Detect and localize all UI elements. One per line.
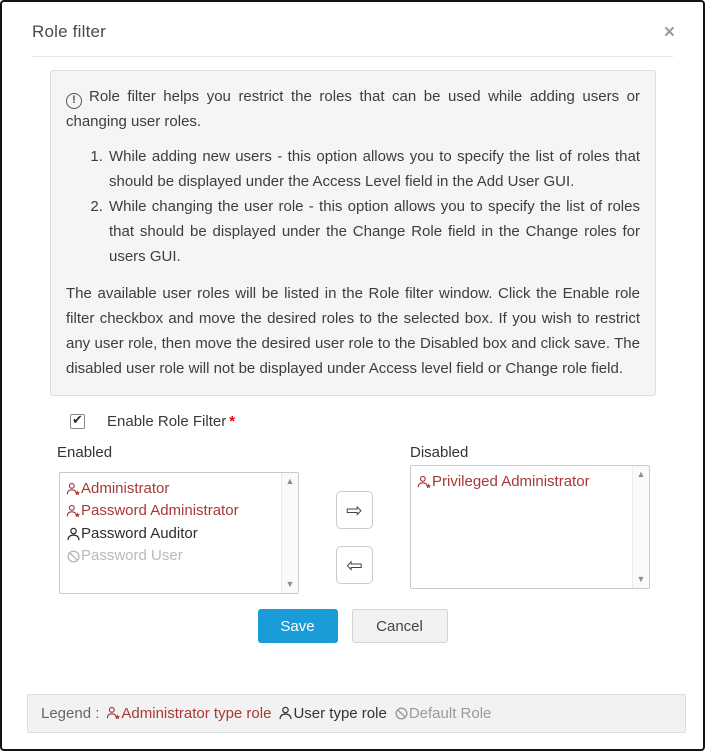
scroll-up-icon[interactable]: ▲ xyxy=(636,469,646,479)
page-title: Role filter xyxy=(32,22,107,41)
role-transfer-section xyxy=(57,444,703,594)
enabled-listbox[interactable] xyxy=(59,472,299,594)
legend-label: Administrator type role xyxy=(121,705,272,722)
info-list xyxy=(66,144,640,269)
enabled-list-scrollbar[interactable] xyxy=(281,473,298,593)
checkmark-icon: ✔ xyxy=(72,412,83,427)
admin-role-icon xyxy=(106,706,121,721)
move-to-disabled-button[interactable] xyxy=(336,491,373,529)
legend-admin-entry xyxy=(106,705,271,722)
legend-user-entry xyxy=(278,705,386,722)
info-outro: The available user roles will be listed in the Role filter window. Click the Enable role filter checkbox and move the desired roles to the selected box. If you wish to restrict any user role, then move the desired user role to the Disabled box and click save. The disabled user role will not be displayed under Access level field or Change role field. xyxy=(66,285,640,377)
default-role-icon xyxy=(66,549,81,564)
legend-label: User type role xyxy=(293,705,387,722)
info-list-item-1: 1. While adding new users - this option allows you to specify the list of roles that should be displayed under the Access Level field in the Add User GUI. xyxy=(107,144,640,194)
required-marker: * xyxy=(229,413,236,430)
enabled-list-label: Enabled xyxy=(57,444,113,461)
disabled-role-list xyxy=(417,471,627,493)
enable-role-filter-checkbox[interactable] xyxy=(70,414,85,429)
enabled-column xyxy=(57,444,299,594)
list-item[interactable] xyxy=(66,478,276,500)
role-label: Administrator xyxy=(81,480,170,497)
legend-default-entry xyxy=(394,705,492,722)
disabled-listbox[interactable] xyxy=(410,465,650,589)
admin-role-icon xyxy=(66,504,81,519)
legend-bar xyxy=(27,694,686,733)
info-icon: ! xyxy=(66,93,82,109)
enable-role-filter-label[interactable]: Enable Role Filter * xyxy=(107,413,236,430)
legend-title: Legend : xyxy=(41,705,100,722)
header-divider xyxy=(32,56,673,57)
scroll-up-icon[interactable]: ▲ xyxy=(285,476,295,486)
admin-role-icon xyxy=(417,475,432,490)
role-label: Password User xyxy=(81,547,183,565)
scroll-down-icon[interactable]: ▼ xyxy=(285,579,295,589)
disabled-list-label: Disabled xyxy=(410,444,469,461)
close-icon[interactable]: × xyxy=(663,21,675,43)
user-role-icon xyxy=(66,527,81,542)
role-label: Password Auditor xyxy=(81,524,198,542)
scroll-down-icon[interactable]: ▼ xyxy=(636,574,646,584)
move-buttons-column xyxy=(299,444,410,594)
default-role-icon xyxy=(394,706,409,721)
disabled-column xyxy=(410,444,652,594)
admin-role-icon xyxy=(66,482,81,497)
info-intro-text: Role filter helps you restrict the roles that can be used while adding users or changing user roles. xyxy=(66,88,640,130)
move-to-enabled-button[interactable] xyxy=(336,546,373,584)
role-label: Privileged Administrator xyxy=(432,473,590,490)
role-label: Password Administrator xyxy=(81,502,239,520)
info-box xyxy=(50,70,656,396)
disabled-list-scrollbar[interactable] xyxy=(632,466,649,588)
enable-role-filter-row xyxy=(70,413,703,430)
list-item[interactable] xyxy=(66,500,276,522)
info-intro xyxy=(66,84,640,134)
legend-label: Default Role xyxy=(408,705,492,722)
enabled-role-list xyxy=(66,478,276,568)
info-list-item-2: 2. While changing the user role - this option allows you to specify the list of roles that should be displayed under the Change Role field in the Change roles for users GUI. xyxy=(107,194,640,269)
list-item[interactable] xyxy=(66,523,276,545)
dialog-header xyxy=(2,2,703,56)
list-item[interactable] xyxy=(66,545,276,567)
list-item[interactable] xyxy=(417,471,627,493)
action-buttons xyxy=(2,609,703,643)
cancel-button[interactable]: Cancel xyxy=(352,609,448,643)
user-role-icon xyxy=(278,706,293,721)
arrow-right-icon: ⇨ xyxy=(346,498,363,522)
save-button[interactable]: Save xyxy=(258,609,338,643)
arrow-left-icon: ⇦ xyxy=(346,553,363,577)
